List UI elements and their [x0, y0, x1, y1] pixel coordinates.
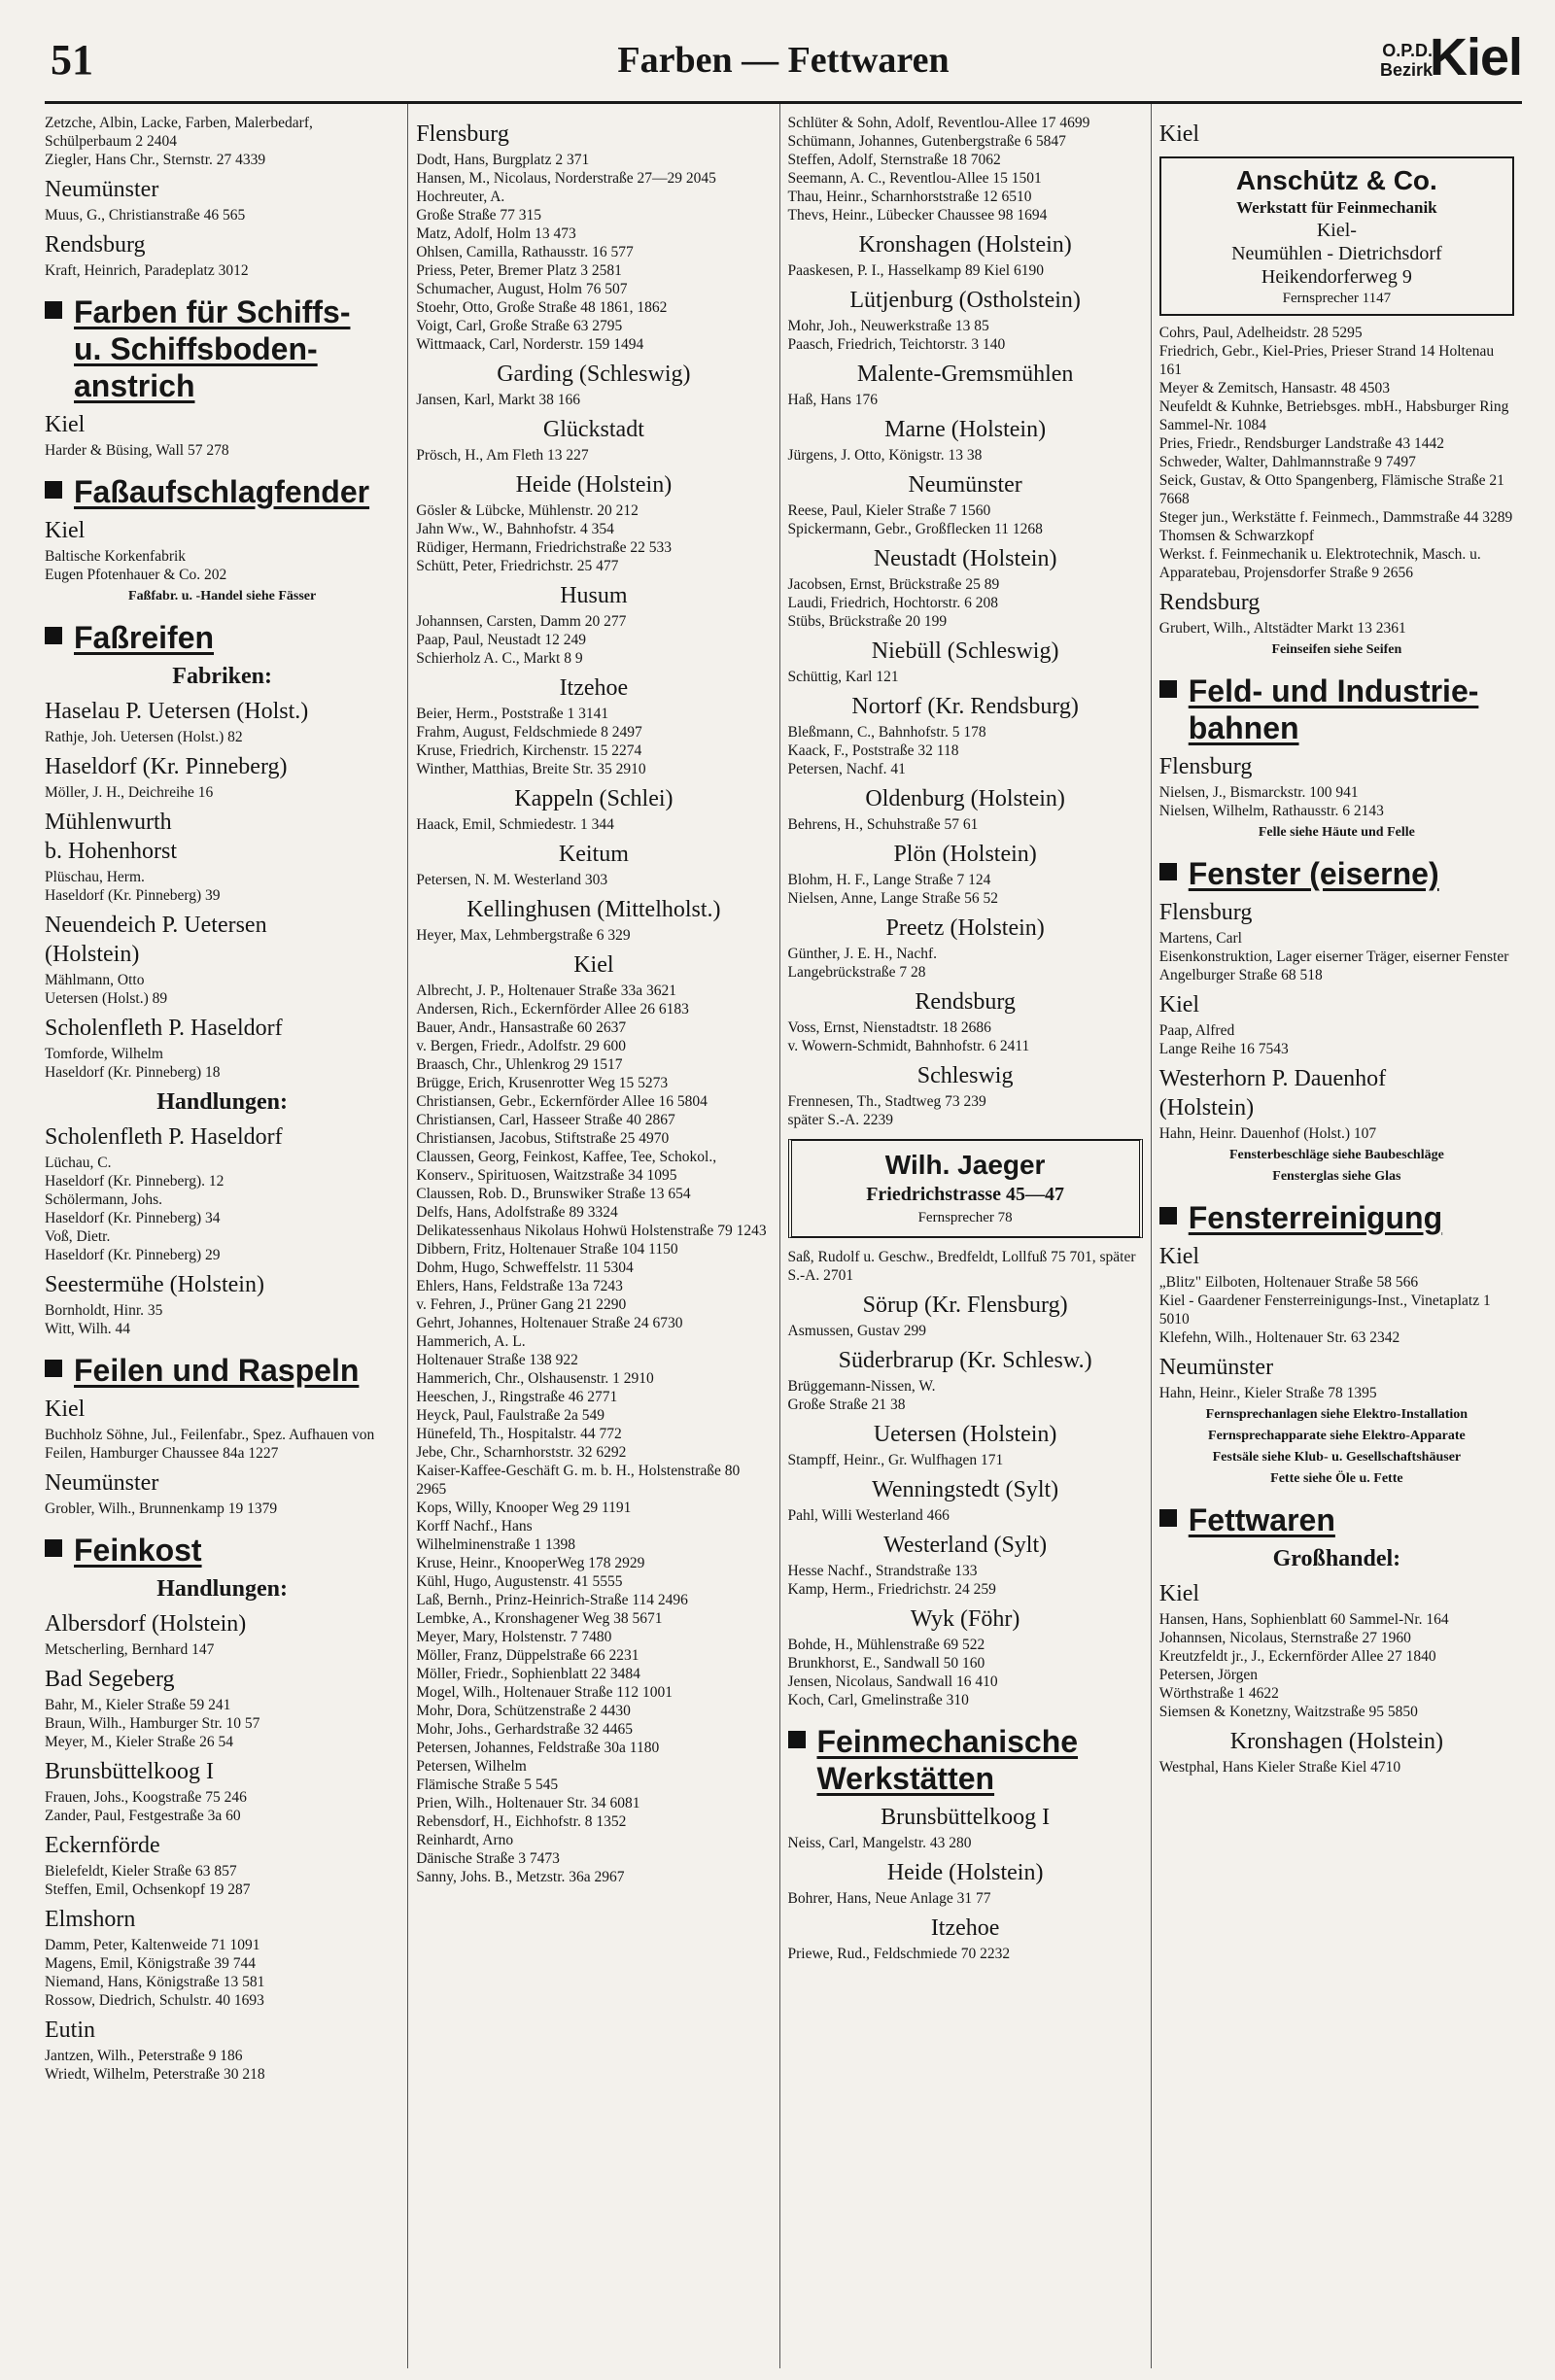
listing-entry: Christiansen, Carl, Hasseer Straße 40 2867	[416, 1112, 675, 1128]
listing-entry: Neiss, Carl, Mangelstr. 43 280	[787, 1835, 972, 1851]
listing-entry: Meyer & Zemitsch, Hansastr. 48 4503	[1158, 380, 1390, 397]
listing-entry: Paap, Alfred Lange Reihe 16 7543	[1158, 1022, 1289, 1057]
listing-entry: Reese, Paul, Kieler Straße 7 1560	[787, 502, 991, 519]
listing-entry: Kaack, F., Poststraße 32 118	[787, 742, 959, 759]
place-heading: Bad Segeberg	[45, 1667, 175, 1692]
column-4	[1152, 104, 1522, 2368]
listing-entry: Jebe, Chr., Scharnhorststr. 32 6292	[416, 1444, 627, 1461]
ad-address: Friedrichstrasse 45—47	[866, 1184, 1065, 1205]
listing-entry: Magens, Emil, Königstraße 39 744	[45, 1955, 256, 1972]
place-heading: Elmshorn	[45, 1907, 136, 1932]
listing-entry: Frennesen, Th., Stadtweg 73 239 später S.-A. 2239	[787, 1093, 986, 1128]
section-heading	[45, 1352, 399, 1389]
section-title: Fettwaren	[1188, 1502, 1335, 1537]
listing-entry: v. Fehren, J., Prüner Gang 21 2290	[416, 1296, 627, 1313]
listing-entry: Thevs, Heinr., Lübecker Chaussee 98 1694	[787, 207, 1048, 224]
listing-entry: Kruse, Friedrich, Kirchenstr. 15 2274	[416, 742, 642, 759]
listing-entry: Hahn, Heinr., Kieler Straße 78 1395	[1158, 1385, 1377, 1401]
listing-entry: Bohde, H., Mühlenstraße 69 522	[787, 1637, 985, 1653]
subheading: Fabriken:	[172, 664, 272, 689]
listing-entry: Heeschen, J., Ringstraße 46 2771	[416, 1389, 618, 1405]
place-heading: Malente-Gremsmühlen	[856, 362, 1074, 387]
listing-entry: Braun, Wilh., Hamburger Str. 10 57	[45, 1715, 260, 1732]
listing-entry: Nielsen, J., Bismarckstr. 100 941	[1158, 784, 1359, 801]
section-bullet-icon	[45, 481, 62, 499]
section-title: Fenster (eiserne)	[1188, 856, 1439, 891]
place-heading: Rendsburg	[45, 232, 146, 258]
place-heading: Kiel	[1158, 121, 1200, 147]
section-bullet-icon	[45, 301, 62, 319]
listing-entry: Baltische Korkenfabrik Eugen Pfotenhauer & Co. 202	[45, 548, 227, 583]
section-title: Feilen und Raspeln	[74, 1353, 360, 1388]
place-heading: Oldenburg (Holstein)	[865, 786, 1065, 811]
listing-entry: Seemann, A. C., Reventlou-Allee 15 1501	[787, 170, 1042, 187]
place-heading: Westerhorn P. Dauenhof (Holstein)	[1158, 1066, 1387, 1121]
listing-entry: Witt, Wilh. 44	[45, 1321, 131, 1337]
listing-entry: Johannsen, Carsten, Damm 20 277	[416, 613, 627, 630]
section-heading	[45, 1532, 399, 1569]
listing-entry: Hammerich, A. L. Holtenauer Straße 138 922	[416, 1333, 578, 1368]
listing-entry: Harder & Büsing, Wall 57 278	[45, 442, 229, 459]
listing-entry: Hahn, Heinr. Dauenhof (Holst.) 107	[1158, 1125, 1377, 1142]
listing-entry: Heyck, Paul, Faulstraße 2a 549	[416, 1407, 605, 1424]
section-bullet-icon	[1159, 863, 1177, 880]
section-title: Feinkost	[74, 1533, 202, 1568]
place-heading: Kellinghusen (Mittelholst.)	[466, 897, 721, 922]
listing-entry: Pries, Friedr., Rendsburger Landstraße 43 1442	[1158, 435, 1445, 452]
listing-entry: Wittmaack, Carl, Norderstr. 159 1494	[416, 336, 644, 353]
section-heading	[1159, 673, 1514, 746]
place-heading: Husum	[560, 583, 628, 608]
place-heading: Kiel	[45, 1397, 86, 1422]
listing-entry: Blohm, H. F., Lange Straße 7 124	[787, 872, 991, 888]
listing-entry: Laß, Bernh., Prinz-Heinrich-Straße 114 2496	[416, 1592, 688, 1608]
listing-entry: Kruse, Heinr., KnooperWeg 178 2929	[416, 1555, 645, 1571]
place-heading: Glückstadt	[542, 417, 644, 442]
listing-entry: Petersen, Wilhelm Flämische Straße 5 545	[416, 1758, 559, 1793]
ad-company: Wilh. Jaeger	[884, 1150, 1046, 1180]
column-1	[45, 104, 408, 2368]
listing-entry: Günther, J. E. H., Nachf. Langebrückstraße 7 28	[787, 946, 937, 981]
section-bullet-icon	[45, 627, 62, 644]
listing-entry: Prien, Wilh., Holtenauer Str. 34 6081	[416, 1795, 640, 1811]
section-heading	[45, 473, 399, 510]
listing-entry: Steger jun., Werkstätte f. Feinmech., Dammstraße 44 3289	[1158, 509, 1513, 526]
place-heading: Scholenfleth P. Haseldorf	[45, 1124, 283, 1150]
listing-entry: Jantzen, Wilh., Peterstraße 9 186	[45, 2048, 243, 2064]
listing-entry: Friedrich, Gebr., Kiel-Pries, Prieser Strand 14 Holtenau 161	[1158, 343, 1495, 378]
listing-entry: Schlüter & Sohn, Adolf, Reventlou-Allee 17 4699	[787, 115, 1090, 131]
listing-entry: Saß, Rudolf u. Geschw., Bredfeldt, Lollfuß 75 701, später S.-A. 2701	[787, 1249, 1136, 1284]
place-heading: Marne (Holstein)	[884, 417, 1047, 442]
listing-entry: Brügge, Erich, Krusenrotter Weg 15 5273	[416, 1075, 669, 1091]
listing-entry: Steffen, Adolf, Sternstraße 18 7062	[787, 152, 1001, 168]
listing-entry: Neufeldt & Kuhnke, Betriebsges. mbH., Habsburger Ring Sammel-Nr. 1084	[1158, 398, 1509, 433]
ad-description: Werkstatt für Feinmechanik	[1236, 198, 1437, 217]
listing-entry: Paap, Paul, Neustadt 12 249	[416, 632, 587, 648]
ad-phone: Fernsprecher 78	[917, 1210, 1013, 1225]
subheading: Handlungen:	[156, 1576, 288, 1602]
place-heading: Rendsburg	[915, 989, 1016, 1015]
listing-entry: Andersen, Rich., Eckernförder Allee 26 6183	[416, 1001, 689, 1018]
listing-entry: Gehrt, Johannes, Holtenauer Straße 24 6730	[416, 1315, 683, 1331]
listing-entry: Zander, Paul, Festgestraße 3a 60	[45, 1808, 241, 1824]
place-heading: Seestermühe (Holstein)	[45, 1272, 264, 1297]
place-heading: Haselau P. Uetersen (Holst.)	[45, 699, 309, 724]
listing-entry: Hochreuter, A. Große Straße 77 315	[416, 189, 541, 224]
place-heading: Kiel	[45, 518, 86, 543]
cross-reference: Feinseifen siehe Seifen	[1271, 642, 1402, 657]
listing-entry: Mohr, Dora, Schützenstraße 2 4430	[416, 1703, 631, 1719]
listing-entry: Steffen, Emil, Ochsenkopf 19 287	[45, 1881, 251, 1898]
listing-entry: Christiansen, Jacobus, Stiftstraße 25 4970	[416, 1130, 670, 1147]
section-title: Faßreifen	[74, 620, 215, 655]
listing-entry: Muus, G., Christianstraße 46 565	[45, 207, 246, 224]
listing-entry: Jansen, Karl, Markt 38 166	[416, 392, 580, 408]
listing-entry: Behrens, H., Schuhstraße 57 61	[787, 816, 979, 833]
listing-entry: Paaskesen, P. I., Hasselkamp 89 Kiel 6190	[787, 262, 1044, 279]
ad-phone: Fernsprecher 1147	[1282, 291, 1392, 306]
cross-reference: Fernsprechapparate siehe Elektro-Apparate	[1208, 1429, 1466, 1443]
place-heading: Heide (Holstein)	[515, 472, 673, 498]
section-title: Fensterreinigung	[1188, 1200, 1443, 1235]
listing-entry: Kraft, Heinrich, Paradeplatz 3012	[45, 262, 249, 279]
listing-entry: Bahr, M., Kieler Straße 59 241	[45, 1697, 231, 1713]
place-heading: Keitum	[558, 842, 629, 867]
listing-entry: Mogel, Wilh., Holtenauer Straße 112 1001	[416, 1684, 673, 1701]
listing-entry: Johannsen, Nicolaus, Sternstraße 27 1960	[1158, 1630, 1411, 1646]
place-heading: Garding (Schleswig)	[497, 362, 691, 387]
place-heading: Sörup (Kr. Flensburg)	[862, 1293, 1068, 1318]
place-heading: Eutin	[45, 2018, 95, 2043]
subheading: Großhandel:	[1272, 1546, 1401, 1571]
place-heading: Nortorf (Kr. Rendsburg)	[851, 694, 1079, 719]
listing-entry: Dibbern, Fritz, Holtenauer Straße 104 1150	[416, 1241, 678, 1258]
listing-entry: Bauer, Andr., Hansastraße 60 2637	[416, 1019, 627, 1036]
listing-entry: Möller, Franz, Düppelstraße 66 2231	[416, 1647, 639, 1664]
listing-entry: „Blitz" Eilboten, Holtenauer Straße 58 566	[1158, 1274, 1419, 1291]
page-title: Farben — Fettwaren	[617, 40, 950, 81]
place-heading: Wyk (Föhr)	[910, 1606, 1020, 1632]
section-bullet-icon	[45, 1360, 62, 1377]
listing-entry: Brüggemann-Nissen, W. Große Straße 21 38	[787, 1378, 936, 1413]
cross-reference: Felle siehe Häute und Felle	[1258, 825, 1415, 840]
listing-entry: Lüchau, C. Haseldorf (Kr. Pinneberg). 12	[45, 1155, 225, 1190]
listing-entry: Thomsen & Schwarzkopf Werkst. f. Feinmechanik u. Elektrotechnik, Masch. u. Apparatebau, Projensdorfer Straße 9 2656	[1158, 528, 1481, 581]
place-heading: Kiel	[1158, 992, 1200, 1018]
listing-entry: Kühl, Hugo, Augustenstr. 41 5555	[416, 1573, 623, 1590]
place-heading: Eckernförde	[45, 1833, 160, 1858]
listing-entry: Damm, Peter, Kaltenweide 71 1091	[45, 1937, 260, 1953]
listing-entry: Wriedt, Wilhelm, Peterstraße 30 218	[45, 2066, 265, 2083]
section-heading	[1159, 1501, 1514, 1538]
place-heading: Kiel	[45, 412, 86, 437]
listing-entry: Niemand, Hans, Königstraße 13 581	[45, 1974, 265, 1990]
listing-entry: Hesse Nachf., Strandstraße 133	[787, 1563, 978, 1579]
listing-entry: v. Bergen, Friedr., Adolfstr. 29 600	[416, 1038, 626, 1054]
listing-entry: Brunkhorst, E., Sandwall 50 160	[787, 1655, 985, 1672]
place-heading: Kappeln (Schlei)	[514, 786, 674, 811]
section-heading	[45, 293, 399, 404]
listing-entry: Bohrer, Hans, Neue Anlage 31 77	[787, 1890, 991, 1907]
place-heading: Wenningstedt (Sylt)	[872, 1477, 1059, 1502]
listing-entry: Spickermann, Gebr., Großflecken 11 1268	[787, 521, 1043, 537]
listing-entry: Rebensdorf, H., Eichhofstr. 8 1352	[416, 1813, 627, 1830]
place-heading: Flensburg	[1158, 900, 1253, 925]
listing-entry: Schierholz A. C., Markt 8 9	[416, 650, 583, 667]
cross-reference: Fette siehe Öle u. Fette	[1270, 1471, 1403, 1486]
listing-entry: Prösch, H., Am Fleth 13 227	[416, 447, 589, 464]
listing-entry: Nielsen, Anne, Lange Straße 56 52	[787, 890, 999, 907]
place-heading: Westerland (Sylt)	[883, 1533, 1048, 1558]
column-2	[408, 104, 779, 2368]
listing-entry: Kops, Willy, Knooper Weg 29 1191	[416, 1500, 632, 1516]
place-heading: Schleswig	[916, 1063, 1014, 1088]
listing-entry: Stampff, Heinr., Gr. Wulfhagen 171	[787, 1452, 1004, 1468]
advertisement-box	[788, 1139, 1143, 1238]
listing-entry: Korff Nachf., Hans Wilhelminenstraße 1 1398	[416, 1518, 576, 1553]
cross-reference: Faßfabr. u. -Handel siehe Fässer	[128, 589, 317, 604]
listing-entry: Kiel - Gaardener Fensterreinigungs-Inst., Vinetaplatz 1 5010	[1158, 1293, 1491, 1328]
listing-entry: Petersen, Johannes, Feldstraße 30a 1180	[416, 1740, 660, 1756]
listing-entry: Jahn Ww., W., Bahnhofstr. 4 354	[416, 521, 614, 537]
listing-entry: Voss, Ernst, Nienstadtstr. 18 2686	[787, 1019, 991, 1036]
place-heading: Neumünster	[1158, 1355, 1274, 1380]
ad-address: Kiel- Neumühlen - Dietrichsdorf Heikendorferweg 9	[1231, 220, 1442, 288]
subheading: Handlungen:	[156, 1089, 288, 1115]
listing-entry: Stoehr, Otto, Große Straße 48 1861, 1862	[416, 299, 668, 316]
listing-entry: Koch, Carl, Gmelinstraße 310	[787, 1692, 969, 1708]
section-title: Farben für Schiffs- u. Schiffsboden- anstrich	[74, 294, 351, 403]
place-heading: Süderbrarup (Kr. Schlesw.)	[838, 1348, 1092, 1373]
listing-entry: Westphal, Hans Kieler Straße Kiel 4710	[1158, 1759, 1401, 1776]
listing-entry: Seick, Gustav, & Otto Spangenberg, Flämische Straße 21 7668	[1158, 472, 1504, 507]
listing-entry: Dodt, Hans, Burgplatz 2 371	[416, 152, 590, 168]
listing-entry: Bielefeldt, Kieler Straße 63 857	[45, 1863, 237, 1880]
listing-entry: Schumacher, August, Holm 76 507	[416, 281, 628, 297]
place-heading: Itzehoe	[930, 1915, 1000, 1941]
listing-entry: Ziegler, Hans Chr., Sternstr. 27 4339	[45, 152, 266, 168]
listing-entry: Jensen, Nicolaus, Sandwall 16 410	[787, 1673, 998, 1690]
listing-entry: Delikatessenhaus Nikolaus Hohwü Holstenstraße 79 1243	[416, 1223, 767, 1239]
listing-entry: Dohm, Hugo, Schweffelstr. 11 5304	[416, 1259, 634, 1276]
listing-entry: Ohlsen, Camilla, Rathausstr. 16 577	[416, 244, 634, 260]
listing-entry: Petersen, Nachf. 41	[787, 761, 906, 777]
listing-entry: Hammerich, Chr., Olshausenstr. 1 2910	[416, 1370, 654, 1387]
listing-entry: Mohr, Johs., Gerhardstraße 32 4465	[416, 1721, 634, 1738]
listing-entry: Matz, Adolf, Holm 13 473	[416, 225, 576, 242]
place-heading: Brunsbüttelkoog I	[881, 1805, 1051, 1830]
place-heading: Neustadt (Holstein)	[873, 546, 1057, 571]
listing-entry: Siemsen & Konetzny, Waitzstraße 95 5850	[1158, 1704, 1418, 1720]
district-city: Kiel	[1429, 28, 1522, 86]
listing-entry: Hansen, Hans, Sophienblatt 60 Sammel-Nr. 164	[1158, 1611, 1449, 1628]
section-heading	[1159, 855, 1514, 892]
place-heading: Kiel	[573, 952, 614, 978]
listing-entry: Albrecht, J. P., Holtenauer Straße 33a 3621	[416, 983, 676, 999]
listing-entry: Tomforde, Wilhelm Haseldorf (Kr. Pinneberg) 18	[45, 1046, 221, 1081]
section-title: Feinmechanische Werkstätten	[816, 1724, 1079, 1796]
listing-entry: Mählmann, Otto Uetersen (Holst.) 89	[45, 972, 168, 1007]
columns	[45, 104, 1522, 2368]
listing-entry: Gösler & Lübcke, Mühlenstr. 20 212	[416, 502, 639, 519]
section-bullet-icon	[1159, 1207, 1177, 1224]
listing-entry: Bornholdt, Hinr. 35	[45, 1302, 163, 1319]
listing-entry: Reinhardt, Arno Dänische Straße 3 7473	[416, 1832, 560, 1867]
listing-entry: Metscherling, Bernhard 147	[45, 1641, 215, 1658]
listing-entry: v. Wowern-Schmidt, Bahnhofstr. 6 2411	[787, 1038, 1030, 1054]
listing-entry: Schölermann, Johs. Haseldorf (Kr. Pinneberg) 34	[45, 1191, 221, 1226]
section-bullet-icon	[788, 1731, 806, 1748]
listing-entry: Schümann, Johannes, Gutenbergstraße 6 5847	[787, 133, 1066, 150]
listing-entry: Lembke, A., Kronshagener Weg 38 5671	[416, 1610, 663, 1627]
listing-entry: Thau, Heinr., Scharnhorststraße 12 6510	[787, 189, 1032, 205]
listing-entry: Heyer, Max, Lehmbergstraße 6 329	[416, 927, 631, 944]
cross-reference: Fensterbeschläge siehe Baubeschläge	[1228, 1148, 1444, 1162]
cross-reference: Fernsprechanlagen siehe Elektro-Installation	[1205, 1407, 1469, 1422]
listing-entry: Voß, Dietr. Haseldorf (Kr. Pinneberg) 29	[45, 1228, 221, 1263]
place-heading: Niebüll (Schleswig)	[871, 638, 1059, 664]
listing-entry: Meyer, M., Kieler Straße 26 54	[45, 1734, 233, 1750]
listing-entry: Priess, Peter, Bremer Platz 3 2581	[416, 262, 622, 279]
listing-entry: Nielsen, Wilhelm, Rathausstr. 6 2143	[1158, 803, 1384, 819]
listing-entry: Priewe, Rud., Feldschmiede 70 2232	[787, 1946, 1011, 1962]
listing-entry: Klefehn, Wilh., Holtenauer Str. 63 2342	[1158, 1329, 1400, 1346]
place-heading: Neuendeich P. Uetersen (Holstein)	[45, 913, 267, 967]
place-heading: Neumünster	[908, 472, 1022, 498]
place-heading: Preetz (Holstein)	[885, 915, 1045, 941]
listing-entry: Jürgens, J. Otto, Königstr. 13 38	[787, 447, 983, 464]
section-title: Faßaufschlagfender	[74, 474, 370, 509]
listing-entry: Claussen, Rob. D., Brunswiker Straße 13 654	[416, 1186, 691, 1202]
listing-entry: Plüschau, Herm. Haseldorf (Kr. Pinneberg) 39	[45, 869, 221, 904]
listing-entry: Mohr, Joh., Neuwerkstraße 13 85	[787, 318, 989, 334]
district-label	[1380, 41, 1433, 80]
opd-label: O.P.D.	[1382, 41, 1433, 60]
place-heading: Brunsbüttelkoog I	[45, 1759, 214, 1784]
listing-entry: Winther, Matthias, Breite Str. 35 2910	[416, 761, 646, 777]
listing-entry: Schütt, Peter, Friedrichstr. 25 477	[416, 558, 619, 574]
listing-entry: Braasch, Chr., Uhlenkrog 29 1517	[416, 1056, 623, 1073]
listing-entry: Pahl, Willi Westerland 466	[787, 1507, 950, 1524]
listing-entry: Stübs, Brückstraße 20 199	[787, 613, 948, 630]
place-heading: Uetersen (Holstein)	[873, 1422, 1057, 1447]
listing-entry: Haack, Emil, Schmiedestr. 1 344	[416, 816, 614, 833]
listing-entry: Asmussen, Gustav 299	[787, 1323, 927, 1339]
listing-entry: Möller, J. H., Deichreihe 16	[45, 784, 214, 801]
listing-entry: Petersen, Jörgen Wörthstraße 1 4622	[1158, 1667, 1279, 1702]
place-heading: Neumünster	[45, 1470, 159, 1496]
place-heading: Mühlenwurth b. Hohenhorst	[45, 810, 177, 864]
listing-entry: Petersen, N. M. Westerland 303	[416, 872, 608, 888]
listing-entry: Sanny, Johs. B., Metzstr. 36a 2967	[416, 1869, 625, 1885]
listing-entry: Haß, Hans 176	[787, 392, 879, 408]
page-number: 51	[51, 36, 93, 84]
listing-entry: Grubert, Wilh., Altstädter Markt 13 2361	[1158, 620, 1406, 637]
listing-entry: Buchholz Söhne, Jul., Feilenfabr., Spez. Aufhauen von Feilen, Hamburger Chaussee 84a 1227	[45, 1427, 375, 1462]
listing-entry: Rüdiger, Hermann, Friedrichstraße 22 533	[416, 539, 673, 556]
listing-entry: Martens, Carl Eisenkonstruktion, Lager eiserner Träger, eiserner Fenster Angelburger Straße 68 518	[1158, 930, 1509, 983]
listing-entry: Zetzche, Albin, Lacke, Farben, Malerbedarf, Schülperbaum 2 2404	[45, 115, 313, 150]
listing-entry: Meyer, Mary, Holstenstr. 7 7480	[416, 1629, 612, 1645]
listing-entry: Schweder, Walter, Dahlmannstraße 9 7497	[1158, 454, 1416, 470]
listing-entry: Christiansen, Gebr., Eckernförder Allee 16 5804	[416, 1093, 708, 1110]
place-heading: Itzehoe	[559, 675, 629, 701]
listing-entry: Jacobsen, Ernst, Brückstraße 25 89	[787, 576, 1000, 593]
listing-entry: Laudi, Friedrich, Hochtorstr. 6 208	[787, 595, 999, 611]
place-heading: Rendsburg	[1158, 590, 1261, 615]
listing-entry: Möller, Friedr., Sophienblatt 22 3484	[416, 1666, 640, 1682]
listing-entry: Frauen, Johs., Koogstraße 75 246	[45, 1789, 247, 1806]
section-bullet-icon	[1159, 1509, 1177, 1527]
listing-entry: Claussen, Georg, Feinkost, Kaffee, Tee, Schokol., Konserv., Spirituosen, Waitzstraße 34 1095	[416, 1149, 717, 1184]
listing-entry: Voigt, Carl, Große Straße 63 2795	[416, 318, 623, 334]
place-heading: Plön (Holstein)	[893, 842, 1037, 867]
section-heading	[1159, 1199, 1514, 1236]
column-3	[780, 104, 1152, 2368]
place-heading: Flensburg	[416, 121, 509, 147]
section-heading	[788, 1723, 1143, 1797]
place-heading: Kiel	[1158, 1581, 1200, 1606]
listing-entry: Grobler, Wilh., Brunnenkamp 19 1379	[45, 1500, 278, 1517]
listing-entry: Rossow, Diedrich, Schulstr. 40 1693	[45, 1992, 264, 2009]
section-title: Feld- und Industrie- bahnen	[1188, 673, 1479, 745]
listing-entry: Rathje, Joh. Uetersen (Holst.) 82	[45, 729, 243, 745]
place-heading: Neumünster	[45, 177, 159, 202]
section-heading	[45, 619, 399, 656]
listing-entry: Cohrs, Paul, Adelheidstr. 28 5295	[1158, 325, 1363, 341]
advertisement-box	[1159, 156, 1514, 316]
listing-entry: Kreutzfeldt jr., J., Eckernförder Allee 27 1840	[1158, 1648, 1436, 1665]
listing-entry: Kamp, Herm., Friedrichstr. 24 259	[787, 1581, 996, 1598]
ad-company: Anschütz & Co.	[1235, 165, 1437, 195]
bezirk-label: Bezirk	[1379, 60, 1433, 80]
place-heading: Kronshagen (Holstein)	[858, 232, 1072, 258]
place-heading: Kiel	[1158, 1244, 1200, 1269]
listing-entry: Hansen, M., Nicolaus, Norderstraße 27—29 2045	[416, 170, 716, 187]
listing-entry: Schüttig, Karl 121	[787, 669, 899, 685]
section-bullet-icon	[45, 1539, 62, 1557]
place-heading: Lütjenburg (Ostholstein)	[849, 288, 1081, 313]
listing-entry: Delfs, Hans, Adolfstraße 89 3324	[416, 1204, 618, 1221]
listing-entry: Kaiser-Kaffee-Geschäft G. m. b. H., Holstenstraße 80 2965	[416, 1463, 741, 1498]
listing-entry: Bleßmann, C., Bahnhofstr. 5 178	[787, 724, 986, 741]
listing-entry: Paasch, Friedrich, Teichtorstr. 3 140	[787, 336, 1006, 353]
cross-reference: Festsäle siehe Klub- u. Gesellschaftshäuser	[1212, 1450, 1462, 1465]
place-heading: Scholenfleth P. Haseldorf	[45, 1016, 283, 1041]
listing-entry: Ehlers, Hans, Feldstraße 13a 7243	[416, 1278, 623, 1294]
section-bullet-icon	[1159, 680, 1177, 698]
listing-entry: Hünefeld, Th., Hospitalstr. 44 772	[416, 1426, 622, 1442]
page-header	[45, 23, 1522, 104]
listing-entry: Frahm, August, Feldschmiede 8 2497	[416, 724, 642, 741]
place-heading: Haseldorf (Kr. Pinneberg)	[45, 754, 288, 779]
listing-entry: Beier, Herm., Poststraße 1 3141	[416, 706, 609, 722]
place-heading: Kronshagen (Holstein)	[1229, 1729, 1444, 1754]
place-heading: Heide (Holstein)	[886, 1860, 1044, 1885]
cross-reference: Fensterglas siehe Glas	[1272, 1169, 1401, 1184]
place-heading: Flensburg	[1158, 754, 1253, 779]
place-heading: Albersdorf (Holstein)	[45, 1611, 247, 1637]
